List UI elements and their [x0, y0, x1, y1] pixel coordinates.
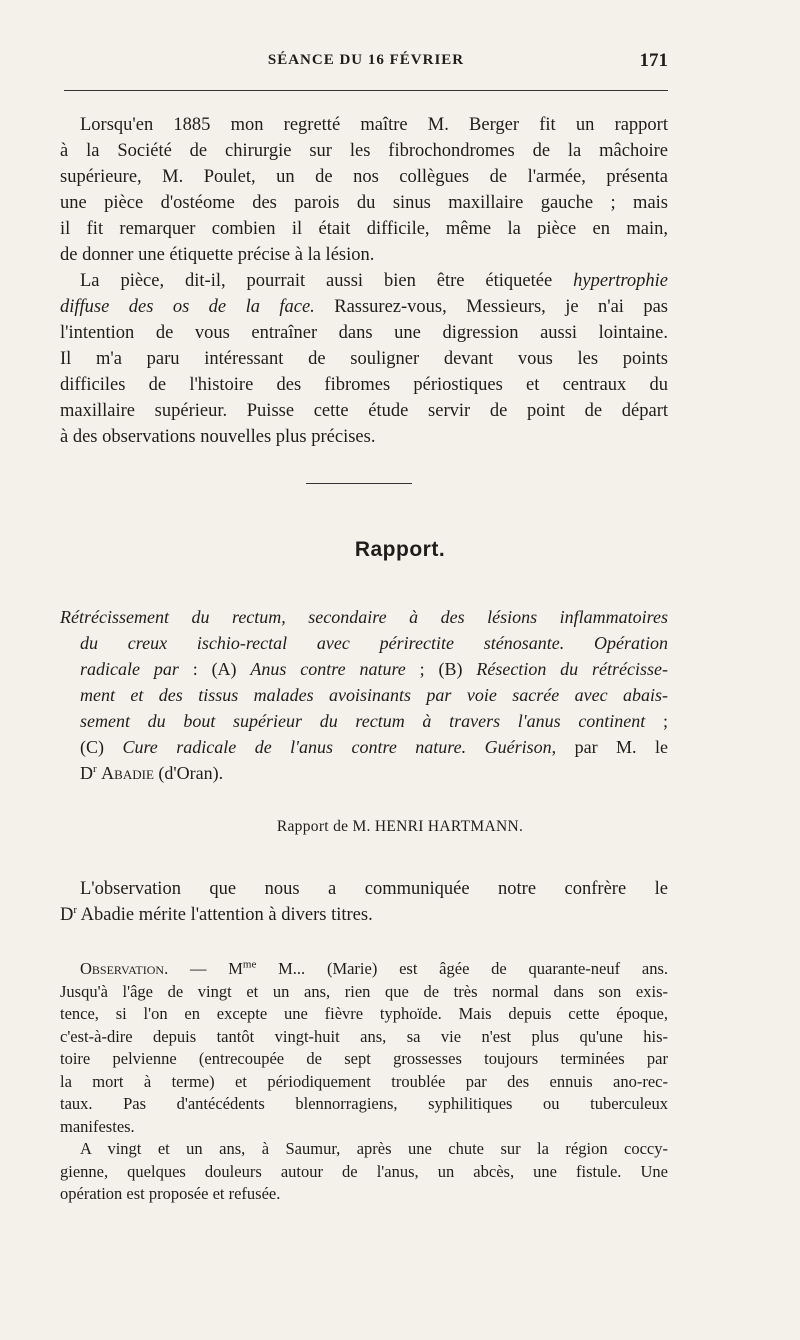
text: sement du bout supérieur du rectum à travers l'anus continent — [80, 711, 646, 731]
subject-line: ment et des tissus malades avoisinants par voie sacrée avec abais- — [80, 685, 668, 705]
para2-line: l'intention de vous entraîner dans une digression aussi lointaine. — [60, 323, 668, 343]
text: : (A) — [178, 659, 251, 679]
intro-line: Lorsqu'en 1885 mon regretté maître M. Berger fit un rapport — [80, 115, 668, 135]
text: M... (Marie) est âgée de quarante-neuf ans. — [256, 959, 668, 978]
author-name: Abadie — [101, 763, 154, 783]
observation-label: Observation. — [80, 959, 169, 978]
running-title: SÉANCE DU 16 FÉVRIER — [267, 52, 465, 68]
subject-line — [60, 708, 668, 734]
text: ; — [645, 711, 668, 731]
second-paragraph — [60, 268, 668, 450]
text: Abadie mérite l'attention à divers titres. — [77, 905, 373, 925]
superscript: r — [93, 763, 97, 775]
text: — M — [168, 959, 243, 978]
obs-intro-line: L'observation que nous a communiquée notre confrère le — [80, 879, 668, 899]
observation-line: tence, si l'on en excepte une fièvre typhoïde. Mais depuis cette époque, — [60, 1004, 668, 1023]
subject-line — [60, 734, 668, 760]
observation-line: opération est proposée et refusée. — [60, 1184, 281, 1203]
intro-line: il fit remarquer combien il était difficile, même la pièce en main, — [60, 219, 668, 239]
observation-line: la mort à terme) et périodiquement troublée par des ennuis ano-rec- — [60, 1071, 668, 1091]
text: Anus contre nature — [250, 659, 406, 679]
subject-line: du creux ischio-rectal avec périrectite sténosante. Opération — [80, 633, 668, 653]
para2-line: à des observations nouvelles plus précises. — [60, 427, 376, 447]
running-header — [64, 50, 668, 74]
para2-line2 — [60, 294, 668, 320]
text: (C) — [80, 737, 123, 757]
subject-line: Rétrécissement du rectum, secondaire à des lésions inflammatoires — [60, 607, 668, 627]
obs-intro-line — [60, 902, 668, 928]
header-rule — [64, 90, 668, 91]
intro-line: à la Société de chirurgie sur les fibrochondromes de la mâchoire — [60, 141, 668, 161]
intro-line: supérieure, M. Poulet, un de nos collègues de l'armée, présenta — [60, 167, 668, 187]
text: (d'Oran). — [153, 763, 224, 783]
text: D — [60, 905, 74, 925]
observation-line: c'est-à-dire depuis tantôt vingt-huit ans, sa vie n'est plus qu'une his- — [60, 1026, 668, 1046]
italic-text: hypertrophie — [573, 271, 668, 291]
para2-line: maxillaire supérieur. Puisse cette étude servir de point de départ — [60, 401, 668, 421]
text: radicale par — [80, 659, 179, 679]
observation-line — [60, 958, 668, 981]
observation — [60, 958, 668, 1206]
observation-line: A vingt et un ans, à Saumur, après une chute sur la région coccy- — [80, 1139, 668, 1158]
superscript: r — [73, 903, 78, 916]
intro-paragraph — [60, 112, 668, 268]
para2-line: difficiles de l'histoire des fibromes périostiques et centraux du — [60, 375, 668, 395]
section-separator — [306, 483, 412, 484]
para2-line: Il m'a paru intéressant de souligner devant vous les points — [60, 349, 668, 369]
observation-line: gienne, quelques douleurs autour de l'anus, un abcès, une fistule. Une — [60, 1161, 668, 1181]
subject-line — [60, 760, 668, 786]
subject-line — [60, 656, 668, 682]
text: D — [80, 763, 93, 783]
intro-line: une pièce d'ostéome des parois du sinus maxillaire gauche ; mais — [60, 193, 668, 213]
observation-line: Jusqu'à l'âge de vingt et un ans, rien que de très normal dans son exis- — [60, 981, 668, 1001]
superscript: me — [242, 958, 257, 971]
observation-intro — [60, 876, 668, 928]
text: Rassurez-vous, Messieurs, je n'ai pas — [314, 297, 669, 317]
text: Cure radicale de l'anus contre nature. Guérison — [122, 737, 552, 757]
section-title: Rapport. — [354, 538, 446, 561]
observation-line: toire pelvienne (entrecoupée de sept grossesses toujours terminées par — [60, 1049, 668, 1068]
text: La pièce, dit-il, pourrait aussi bien être étiquetée — [80, 271, 574, 291]
report-byline: Rapport de M. HENRI HARTMANN. — [276, 818, 524, 835]
page-number: 171 — [639, 50, 668, 71]
para2-line1 — [60, 268, 668, 294]
italic-text: diffuse des os de la face. — [60, 297, 315, 317]
intro-line: de donner une étiquette précise à la lésion. — [60, 245, 375, 265]
report-subject — [60, 604, 668, 786]
observation-line: manifestes. — [60, 1116, 135, 1136]
text: , par M. le — [551, 737, 668, 757]
observation-line: taux. Pas d'antécédents blennorragiens, syphilitiques ou tuberculeux — [60, 1094, 668, 1113]
text: ; (B) — [405, 659, 477, 679]
text: Résection du rétrécisse- — [476, 659, 668, 679]
